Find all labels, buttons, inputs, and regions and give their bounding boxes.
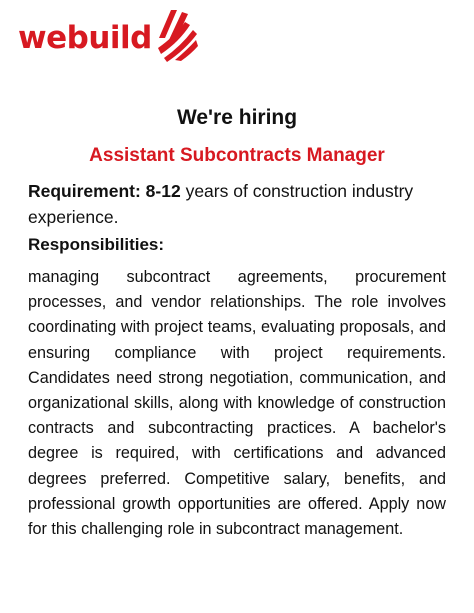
- responsibilities-body: managing subcontract agreements, procurement processes, and vendor relationships. The role involves coordinating with project teams, evaluating proposals, and ensuring compliance with project requirements. Candidates need strong negotiation, communication, and organizational skills, along with knowledge of construction contracts and subcontracting practices. A bachelor's degree is required, with certifications and advanced degrees preferred. Competitive salary, benefits, and professional growth opportunities are offered. Apply now for this challenging role in subcontract management.: [28, 268, 446, 539]
- job-title: Assistant Subcontracts Manager: [89, 145, 385, 166]
- requirement-line: [28, 178, 448, 230]
- responsibilities-heading: Responsibilities:: [28, 235, 165, 254]
- logo-wordmark: webuild: [18, 19, 152, 56]
- requirement-text: years of construction industry experience.: [28, 181, 414, 227]
- requirement-years: 8-12: [145, 181, 181, 201]
- requirement-label: Requirement:: [28, 181, 141, 201]
- hiring-heading: We're hiring: [176, 106, 298, 129]
- logo-mark-icon: [155, 8, 199, 62]
- company-logo: [18, 10, 199, 66]
